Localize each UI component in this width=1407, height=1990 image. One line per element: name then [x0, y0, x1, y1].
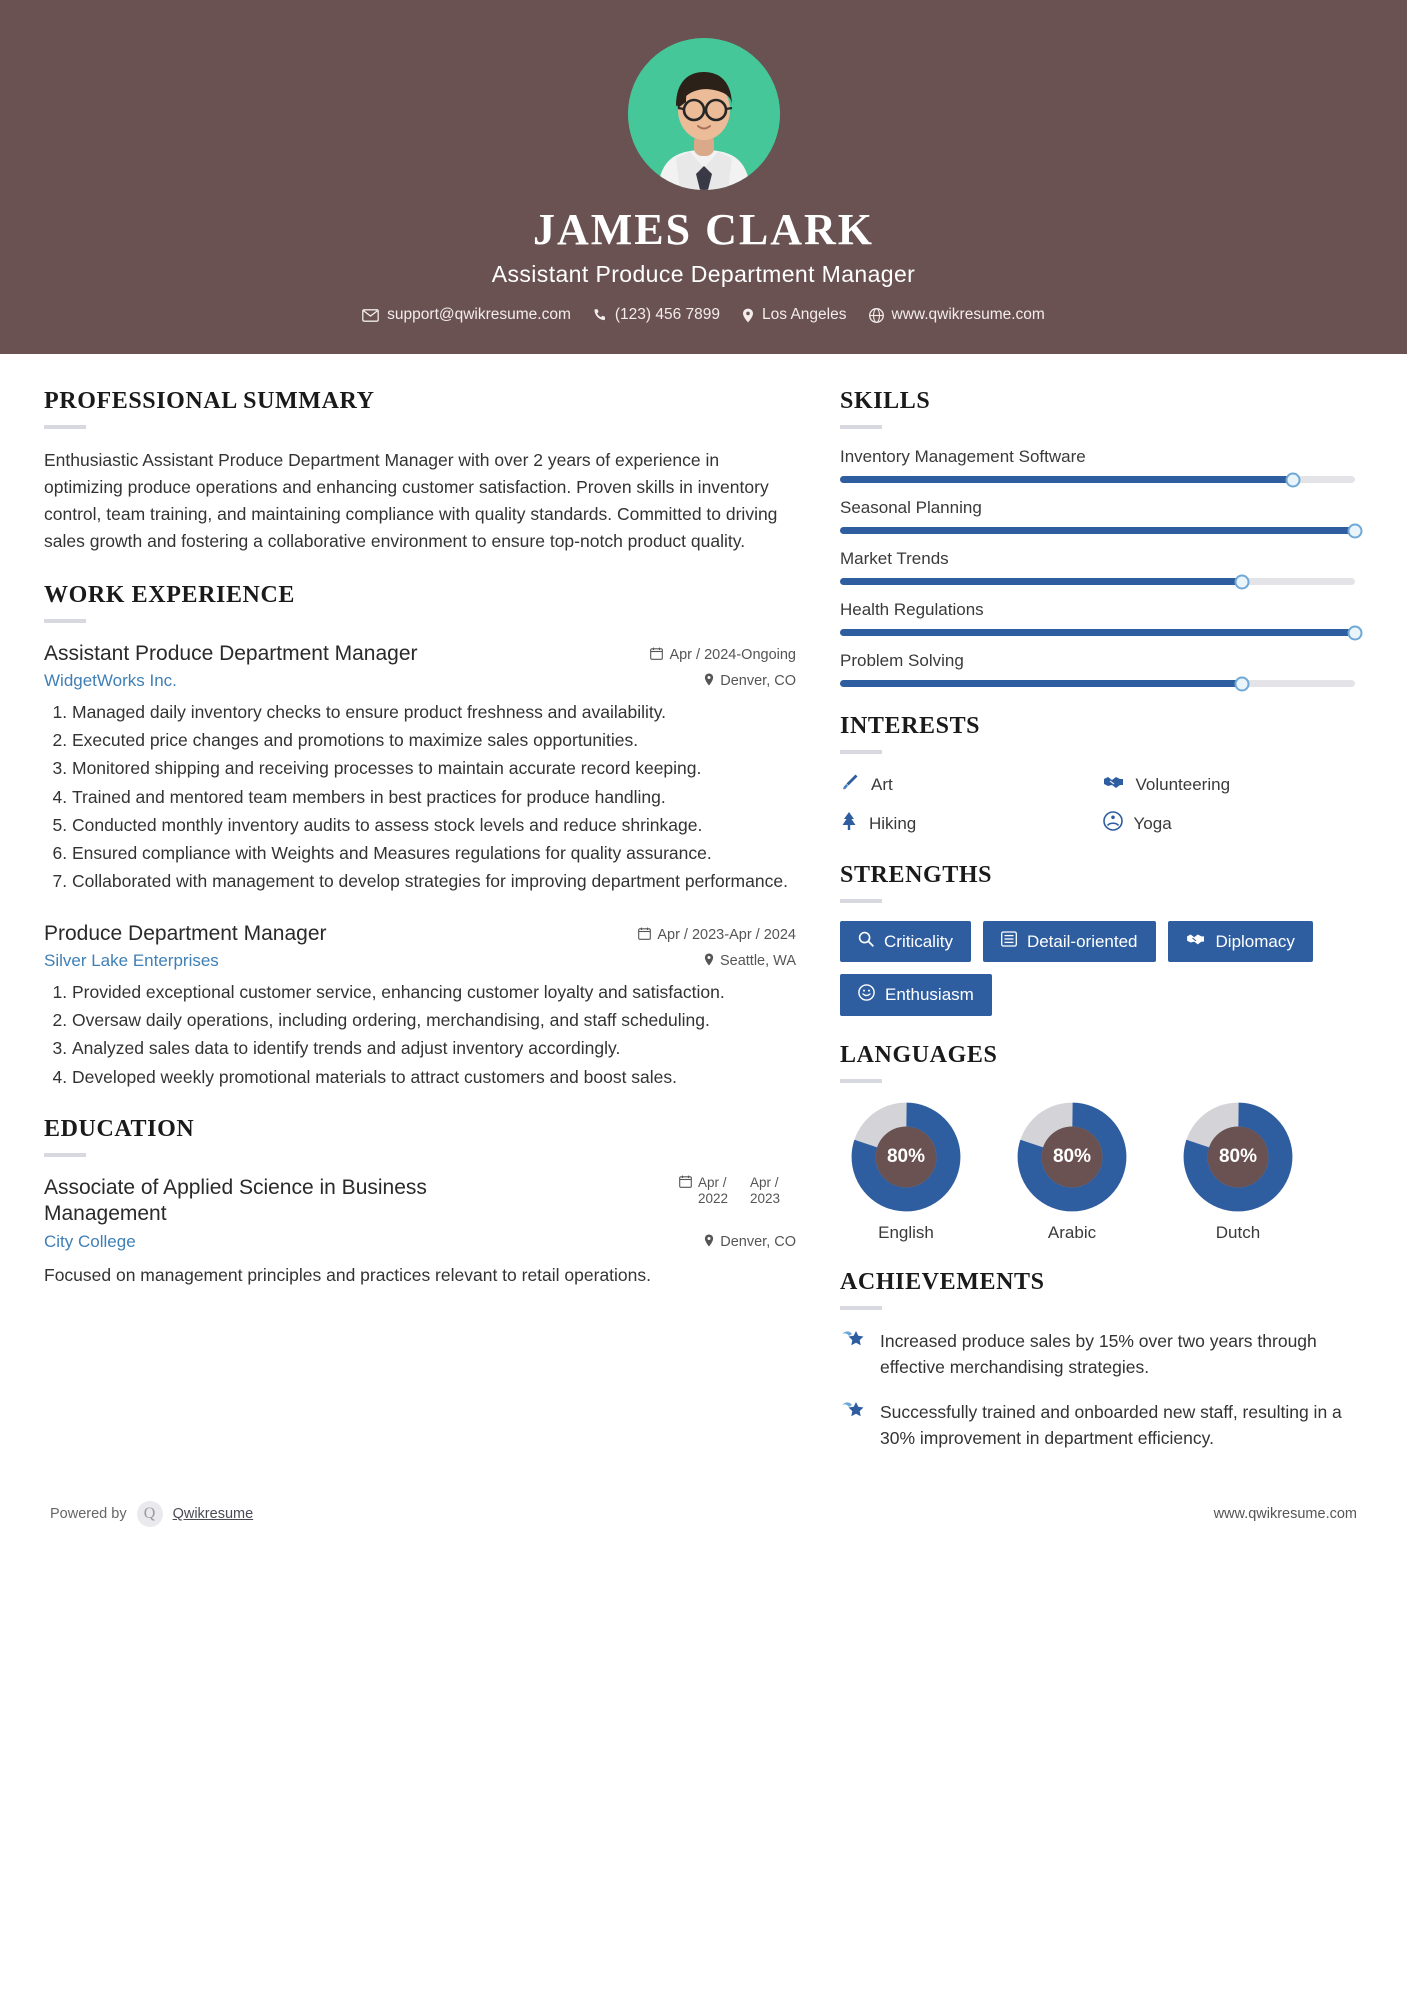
list-item: 4. Developed weekly promotional materials to attract customers and boost sales. [72, 1064, 796, 1090]
list-item: 3. Monitored shipping and receiving processes to maintain accurate record keeping. [72, 755, 796, 781]
skill-bar [840, 476, 1355, 483]
skill-bar-knob[interactable] [1234, 574, 1249, 589]
education-location-text: Denver, CO [720, 1234, 796, 1251]
location-icon [704, 673, 714, 690]
skill-label: Problem Solving [840, 651, 964, 670]
job-title: Assistant Produce Department Manager [44, 641, 418, 665]
contact-website[interactable] [869, 306, 1045, 324]
heading-rule [840, 1306, 882, 1310]
globe-icon [869, 308, 884, 323]
paintbrush-icon [840, 772, 860, 797]
language-donut [850, 1101, 962, 1213]
strength-label: Enthusiasm [885, 985, 974, 1004]
education-degree: Associate of Applied Science in Business Management [44, 1175, 427, 1225]
job-role-subtitle: Assistant Produce Department Manager [491, 261, 916, 287]
resume-body [0, 354, 1407, 1487]
list-item: 1. Managed daily inventory checks to ensure product freshness and availability. [72, 699, 796, 725]
left-column [44, 388, 796, 1315]
list-item: 2. Oversaw daily operations, including ordering, merchandising, and staff scheduling. [72, 1007, 796, 1033]
strengths-heading: STRENGTHS [840, 862, 993, 888]
heading-rule [840, 750, 882, 754]
contact-phone-text: (123) 456 7899 [614, 306, 721, 323]
skill-bar-fill [840, 680, 1242, 687]
resume-header [0, 0, 1407, 354]
skill-bar [840, 578, 1355, 585]
avatar [628, 38, 780, 190]
skill-item [840, 549, 1355, 585]
summary-heading: PROFESSIONAL SUMMARY [44, 388, 375, 414]
strength-chip [983, 921, 1156, 962]
skill-label: Inventory Management Software [840, 447, 1086, 466]
skill-bar [840, 680, 1355, 687]
yoga-icon [1103, 811, 1123, 836]
education-location [704, 1232, 796, 1252]
skill-item [840, 600, 1355, 636]
list-item: 7. Collaborated with management to develop strategies for improving department performance. [72, 868, 796, 894]
heading-rule [44, 425, 86, 429]
job-dates-text: Apr / 2023-Apr / 2024 [657, 927, 796, 943]
contact-email[interactable] [362, 306, 571, 324]
interest-label: Volunteering [1135, 774, 1231, 794]
education-date-end: Apr / 2023 [750, 1174, 781, 1206]
achievement-item [840, 1399, 1355, 1452]
education-description: Focused on management principles and practices relevant to retail operations. [44, 1265, 652, 1286]
job-location-text: Seattle, WA [719, 953, 796, 970]
language-donut [1016, 1101, 1128, 1213]
language-percent: 80% [1052, 1146, 1092, 1167]
job-dates [650, 647, 796, 664]
skill-label: Seasonal Planning [840, 498, 982, 517]
language-donut [1182, 1101, 1294, 1213]
list-item: 1. Provided exceptional customer service, enhancing customer loyalty and satisfaction. [72, 979, 796, 1005]
interest-label: Hiking [869, 813, 917, 833]
skill-bar-fill [840, 629, 1355, 636]
skill-label: Market Trends [840, 549, 949, 568]
heading-rule [44, 619, 86, 623]
smiley-icon [858, 984, 875, 1006]
contact-row [0, 306, 1407, 324]
job-bullets [44, 979, 796, 1090]
strength-label: Diplomacy [1215, 931, 1295, 951]
tree-icon [840, 811, 858, 836]
interests-heading: INTERESTS [840, 713, 981, 739]
skill-bar [840, 527, 1355, 534]
language-item [1172, 1101, 1304, 1243]
list-item: 4. Trained and mentored team members in best practices for produce handling. [72, 784, 796, 810]
interest-label: Yoga [1133, 813, 1172, 833]
mail-icon [362, 309, 379, 322]
calendar-icon [679, 1175, 692, 1192]
location-icon [742, 308, 754, 323]
skill-bar-fill [840, 527, 1355, 534]
job-title: Produce Department Manager [44, 921, 327, 945]
skill-bar-fill [840, 476, 1293, 483]
job-location [704, 673, 796, 690]
section-interests [840, 713, 1355, 836]
skill-bar-knob[interactable] [1348, 523, 1363, 538]
education-school[interactable]: City College [44, 1232, 136, 1252]
achievement-text: Increased produce sales by 15% over two years through effective merchandising strategies. [880, 1331, 1317, 1378]
section-achievements [840, 1269, 1355, 1451]
education-heading: EDUCATION [44, 1115, 195, 1142]
skill-bar-knob[interactable] [1234, 676, 1249, 691]
job-company[interactable]: Silver Lake Enterprises [44, 950, 219, 970]
experience-item [44, 641, 796, 895]
skill-label: Health Regulations [840, 600, 984, 619]
summary-text: Enthusiastic Assistant Produce Department Manager with over 2 years of experience in optimizing produce operations and enhancing customer satisfaction. Proven skills in inventory control, team training, and maintaining compliance with quality standards. Committed to driving sales growth and fostering a collaborative environment to ensure top-notch product quality. [44, 450, 778, 552]
interest-item [840, 811, 1093, 836]
language-label: Dutch [1215, 1223, 1261, 1242]
language-label: English [878, 1223, 934, 1242]
calendar-icon [638, 927, 651, 944]
interest-item [840, 772, 1093, 797]
skill-bar-fill [840, 578, 1242, 585]
calendar-icon [650, 647, 663, 664]
strength-label: Detail-oriented [1026, 931, 1138, 951]
contact-location[interactable] [742, 306, 846, 324]
search-icon [858, 931, 874, 952]
language-percent: 80% [1218, 1146, 1258, 1167]
job-company[interactable]: WidgetWorks Inc. [44, 670, 177, 690]
handshake-icon [1103, 773, 1125, 796]
powered-by-label: Powered by [50, 1506, 127, 1522]
skill-item [840, 447, 1355, 483]
right-column [840, 388, 1355, 1477]
powered-by [50, 1501, 253, 1527]
contact-phone[interactable] [593, 306, 720, 324]
strength-chip [840, 921, 971, 962]
section-work-experience [44, 582, 796, 1090]
strength-label: Criticality [884, 931, 953, 951]
job-dates-text: Apr / 2024-Ongoing [669, 647, 796, 663]
section-education [44, 1116, 796, 1289]
education-dates [679, 1175, 796, 1207]
heading-rule [840, 899, 882, 903]
interest-label: Art [871, 774, 893, 794]
heading-rule [44, 1153, 86, 1157]
page-title: JAMES CLARK [532, 205, 875, 254]
location-icon [704, 953, 714, 970]
experience-item [44, 921, 796, 1090]
section-languages [840, 1042, 1355, 1243]
avatar-photo [628, 38, 780, 190]
heading-rule [840, 1079, 882, 1083]
strength-chip [840, 974, 992, 1016]
interest-item [1103, 811, 1356, 836]
list-item: 3. Analyzed sales data to identify trends and adjust inventory accordingly. [72, 1035, 796, 1061]
star-badge-icon [840, 1399, 866, 1452]
list-item: 2. Executed price changes and promotions to maximize sales opportunities. [72, 727, 796, 753]
skill-bar-knob[interactable] [1286, 472, 1301, 487]
contact-website-text: www.qwikresume.com [891, 306, 1045, 323]
job-location-text: Denver, CO [720, 673, 796, 690]
job-location [704, 953, 796, 970]
skill-bar-knob[interactable] [1348, 625, 1363, 640]
section-skills [840, 388, 1355, 687]
interest-item [1103, 772, 1356, 797]
skill-bar [840, 629, 1355, 636]
star-badge-icon [840, 1328, 866, 1381]
language-percent: 80% [886, 1146, 926, 1167]
list-item: 5. Conducted monthly inventory audits to assess stock levels and reduce shrinkage. [72, 812, 796, 838]
page-footer [0, 1487, 1407, 1549]
footer-url[interactable]: www.qwikresume.com [1213, 1506, 1357, 1522]
list-icon [1001, 931, 1017, 952]
language-item [1006, 1101, 1138, 1243]
skills-heading: SKILLS [840, 388, 931, 414]
skill-item [840, 651, 1355, 687]
list-item: 6. Ensured compliance with Weights and Measures regulations for quality assurance. [72, 840, 796, 866]
section-strengths [840, 862, 1355, 1016]
contact-email-text: support@qwikresume.com [387, 306, 571, 323]
experience-heading: WORK EXPERIENCE [44, 581, 296, 608]
section-professional-summary [44, 388, 796, 556]
achievement-text: Successfully trained and onboarded new staff, resulting in a 30% improvement in department efficiency. [880, 1401, 1342, 1448]
job-bullets [44, 699, 796, 895]
language-item [840, 1101, 972, 1243]
qwikresume-logo-icon: Q [137, 1501, 163, 1527]
handshake-icon [1186, 931, 1206, 952]
contact-location-text: Los Angeles [762, 306, 847, 323]
heading-rule [840, 425, 882, 429]
phone-icon [593, 308, 607, 322]
strength-chip [1168, 921, 1313, 962]
skill-item [840, 498, 1355, 534]
education-date-start: Apr / 2022 [698, 1174, 729, 1206]
education-item [44, 1175, 796, 1289]
achievement-item [840, 1328, 1355, 1381]
qwikresume-link[interactable]: Qwikresume [172, 1506, 254, 1522]
location-icon [704, 1234, 714, 1251]
language-label: Arabic [1047, 1223, 1097, 1242]
job-dates [638, 927, 796, 944]
languages-heading: LANGUAGES [840, 1042, 998, 1068]
achievements-heading: ACHIEVEMENTS [840, 1269, 1045, 1295]
